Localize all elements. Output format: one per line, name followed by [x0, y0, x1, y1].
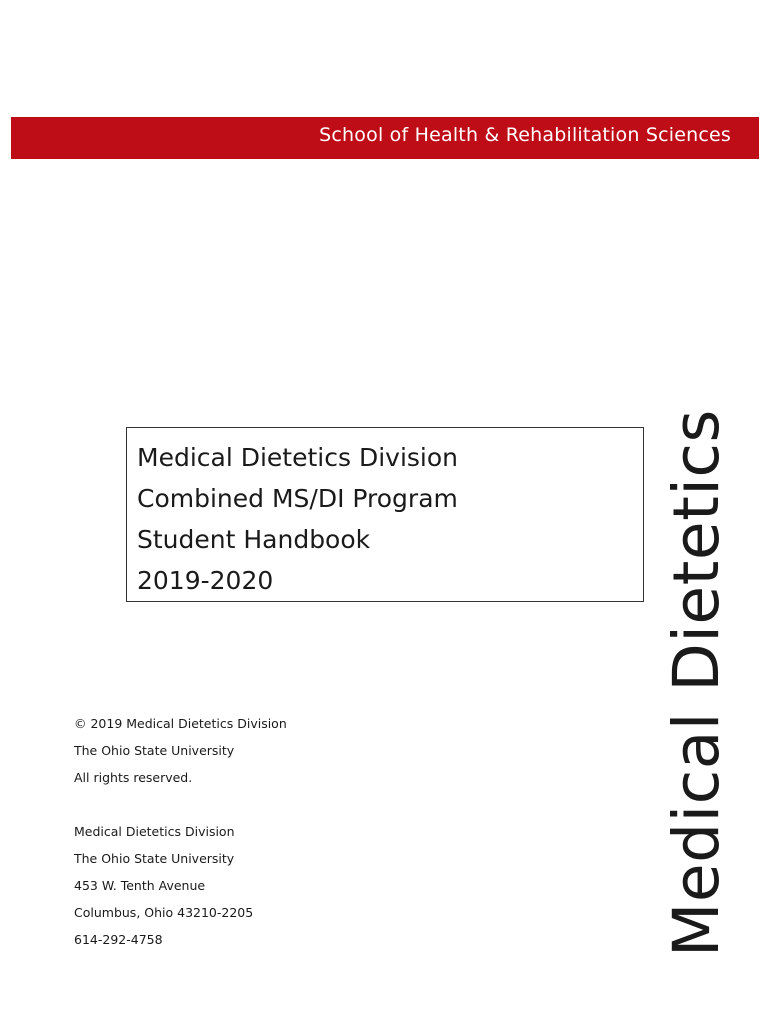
title-year: 2019-2020 — [137, 566, 274, 595]
header-banner — [11, 117, 759, 159]
copyright-rights: All rights reserved. — [74, 770, 193, 785]
address-university: The Ohio State University — [74, 851, 235, 866]
copyright-block — [74, 710, 287, 791]
copyright-university: The Ohio State University — [74, 743, 235, 758]
side-title: Medical Dietetics — [660, 409, 733, 957]
address-block — [74, 818, 253, 953]
title-box — [126, 427, 644, 602]
title-division: Medical Dietetics Division — [137, 443, 458, 472]
address-division: Medical Dietetics Division — [74, 824, 235, 839]
school-name: School of Health & Rehabilitation Sciences — [319, 124, 731, 146]
copyright-line: © 2019 Medical Dietetics Division — [74, 716, 287, 731]
title-handbook: Student Handbook — [137, 525, 371, 554]
title-program: Combined MS/DI Program — [137, 484, 458, 513]
address-street: 453 W. Tenth Avenue — [74, 878, 206, 893]
address-phone: 614-292-4758 — [74, 932, 163, 947]
address-city: Columbus, Ohio 43210-2205 — [74, 905, 254, 920]
